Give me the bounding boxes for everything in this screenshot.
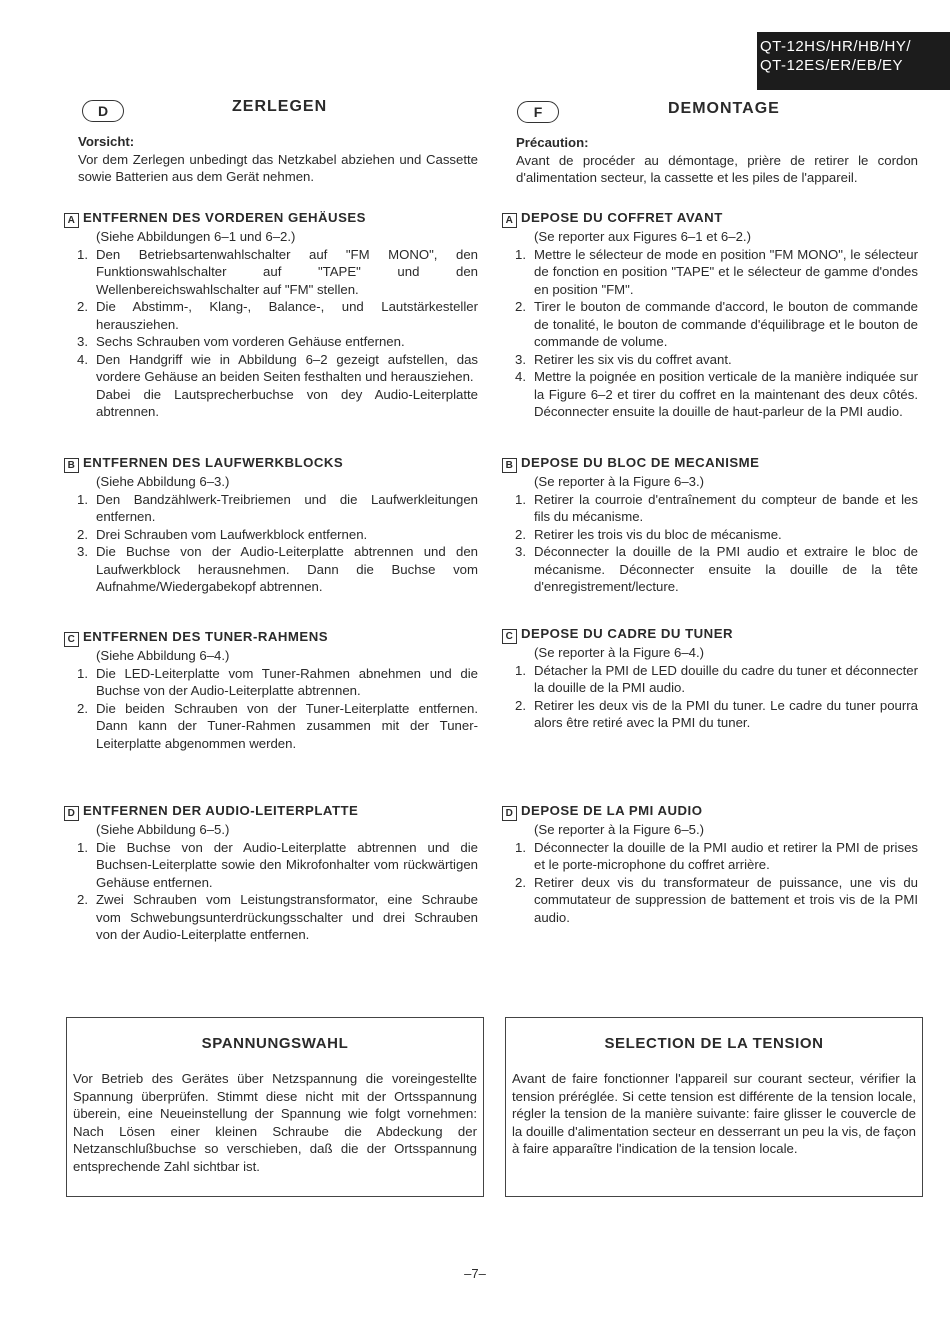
list-item: 3. Sechs Schrauben vom vorderen Gehäuse entfernen. [77, 334, 405, 349]
list-item: 4. Mettre la poignée en position verticale de la manière indiquée sur la Figure 6–2 et tirer du coffret en la maintenant des deux côtés. Déconnecter ensuite la douille de haut-parleur de la PMI audio. [515, 369, 918, 419]
page-number: –7– [464, 1266, 486, 1281]
caution-label-fr: Précaution: [516, 135, 589, 150]
section-fr-c [505, 625, 918, 732]
section-title: ENTFERNEN DES VORDEREN GEHÄUSES [83, 210, 366, 225]
section-de-c [67, 628, 478, 752]
language-badge-fr: F [517, 101, 559, 123]
list-item: 1. Retirer la courroie d'entraînement du compteur de bande et les fils du mécanisme. [515, 491, 918, 524]
section-title: DEPOSE DE LA PMI AUDIO [521, 803, 703, 818]
section-ref: (Siehe Abbildungen 6–1 und 6–2.) [96, 229, 296, 244]
section-ref: (Siehe Abbildung 6–3.) [96, 474, 230, 489]
voltage-box-de [66, 1017, 484, 1197]
box-title-de: SPANNUNGSWAHL [201, 1035, 349, 1052]
section-ref: (Siehe Abbildung 6–5.) [96, 822, 230, 837]
section-note: Dabei die Lautsprecherbuchse von dey Audio-Leiterplatte abtrennen. [96, 386, 478, 419]
list-item: 1. Die LED-Leiterplatte vom Tuner-Rahmen abnehmen und die Buchse von der Audio-Leiterplatte abtrennen. [77, 665, 478, 698]
list-item: 2. Die Abstimm-, Klang-, Balance-, und Lautstärkesteller herausziehen. [77, 299, 478, 332]
section-fr-a [505, 209, 918, 421]
section-letter: A [502, 213, 517, 228]
list-item: 2. Drei Schrauben vom Laufwerkblock entfernen. [77, 526, 368, 542]
box-text-de: Vor Betrieb des Gerätes über Netzspannung die voreingestellte Spannung überprüfen. Stimmt diese nicht mit der Ortsspannung überein, eine Neueinstellung der Spannung wie folgt vornehmen: Nach Lösen einer kleinen Schraube die Abdeckung der Netzanschlußbuchse so verschieben, daß die der Ortsspannung entsprechende Zahl sichtbar ist. [73, 1071, 477, 1174]
section-fr-d [505, 802, 918, 926]
section-letter: D [502, 806, 517, 821]
caution-label-de: Vorsicht: [78, 134, 135, 149]
section-letter: B [64, 458, 79, 473]
section-letter: A [64, 213, 79, 228]
caution-text-de: Vor dem Zerlegen unbedingt das Netzkabel abziehen und Cassette sowie Batterien aus dem Gerät nehmen. [78, 151, 478, 184]
section-title: DEPOSE DU CADRE DU TUNER [521, 626, 734, 641]
section-title: ENTFERNEN DES TUNER-RAHMENS [83, 629, 329, 644]
section-letter: C [502, 629, 517, 644]
model-label [757, 32, 950, 90]
list-item: 4. Den Handgriff wie in Abbildung 6–2 gezeigt aufstellen, das vordere Gehäuse an beiden Seiten festhalten und herausziehen. [77, 351, 478, 384]
page-title-de: ZERLEGEN [232, 98, 328, 115]
section-ref: (Se reporter à la Figure 6–5.) [534, 822, 705, 837]
section-de-a [67, 209, 478, 421]
list-item: 1. Den Bandzählwerk-Treibriemen und die Laufwerkleitungen entfernen. [77, 491, 478, 524]
list-item: 2. Zwei Schrauben vom Leistungstransformator, eine Schraube vom Schwebungsunterdrückungsschalter und drei Schrauben von der Audio-Leiterplatte entfernen. [77, 892, 478, 942]
caution-text-fr: Avant de procéder au démontage, prière de retirer le cordon d'alimentation secteur, la cassette et les piles de l'appareil. [516, 152, 918, 185]
list-item: 1. Déconnecter la douille de la PMI audio et retirer la PMI de prises et le porte-microphone du coffret arrière. [515, 839, 918, 872]
section-letter: B [502, 458, 517, 473]
list-item: 2. Tirer le bouton de commande d'accord, le bouton de commande de tonalité, le bouton de commande d'équilibrage et le bouton de commande de volume. [515, 299, 918, 349]
section-fr-b [505, 454, 918, 596]
section-de-d [67, 802, 478, 944]
list-item: 2. Retirer les deux vis de la PMI du tuner. Le cadre du tuner pourra alors être retiré avec la PMI du tuner. [515, 697, 918, 730]
list-item: 1. Mettre le sélecteur de mode en position "FM MONO", le sélecteur de fonction en position "TAPE" et le sélecteur de gamme d'ondes en position "FM". [515, 246, 918, 297]
model-line-1: QT-12HS/HR/HB/HY/ [760, 38, 912, 55]
section-letter: D [64, 806, 79, 821]
list-item: 3. Déconnecter la douille de la PMI audio et extraire le bloc de mécanisme. Déconnecter ensuite la douille de la tête d'enregistrement/lecture. [515, 544, 918, 594]
box-title-fr: SELECTION DE LA TENSION [604, 1035, 824, 1052]
list-item: 1. Die Buchse von der Audio-Leiterplatte abtrennen und die Buchsen-Leiterplatte sowie den Mikrofonhalter vom rückwärtigen Gehäuse entfernen. [77, 839, 478, 890]
section-ref: (Siehe Abbildung 6–4.) [96, 648, 230, 663]
section-de-b [67, 454, 478, 596]
section-ref: (Se reporter aux Figures 6–1 et 6–2.) [534, 229, 751, 244]
caution-fr [516, 134, 918, 187]
box-text-fr: Avant de faire fonctionner l'appareil sur courant secteur, vérifier la tension préréglée. Si cette tension est différente de la tension locale, régler la tension de la manière suivante: faire glisser le couvercle de la douille d'alimentation secteur en desserrant un peu la vis, de façon à faire apparaître l'indication de la tension locale. [512, 1071, 916, 1156]
section-title: DEPOSE DU COFFRET AVANT [521, 210, 723, 225]
section-title: ENTFERNEN DER AUDIO-LEITERPLATTE [83, 803, 359, 818]
model-line-2: QT-12ES/ER/EB/EY [760, 57, 904, 74]
list-item: 1. Détacher la PMI de LED douille du cadre du tuner et déconnecter la douille de la PMI audio. [515, 662, 918, 695]
voltage-box-fr [505, 1017, 923, 1197]
list-item: 3. Retirer les six vis du coffret avant. [515, 351, 732, 367]
section-letter: C [64, 632, 79, 647]
list-item: 2. Retirer les trois vis du bloc de mécanisme. [515, 526, 782, 542]
section-title: ENTFERNEN DES LAUFWERKBLOCKS [83, 455, 344, 470]
list-item: 1. Den Betriebsartenwahlschalter auf "FM MONO", den Funktionswahlschalter auf "TAPE" und den Wellenbereichswahlschalter auf "FM" stellen. [77, 246, 478, 297]
section-ref: (Se reporter à la Figure 6–4.) [534, 645, 705, 660]
page-title-fr: DEMONTAGE [668, 100, 780, 117]
list-item: 2. Retirer deux vis du transformateur de puissance, une vis du commutateur de suppression de battement et trois vis de la PMI audio. [515, 874, 918, 925]
section-ref: (Se reporter à la Figure 6–3.) [534, 474, 705, 489]
list-item: 3. Die Buchse von der Audio-Leiterplatte abtrennen und den Laufwerkblock herausnehmen. Dann die Buchse vom Aufnahme/Wiedergabekopf abtrennen. [77, 544, 478, 594]
caution-de [78, 133, 478, 186]
language-badge-de: D [82, 100, 124, 122]
section-title: DEPOSE DU BLOC DE MECANISME [521, 455, 760, 470]
list-item: 2. Die beiden Schrauben von der Tuner-Leiterplatte entfernen. Dann kann der Tuner-Rahmen zusammen mit der Tuner-Leiterplatte abgenommen werden. [77, 700, 478, 751]
